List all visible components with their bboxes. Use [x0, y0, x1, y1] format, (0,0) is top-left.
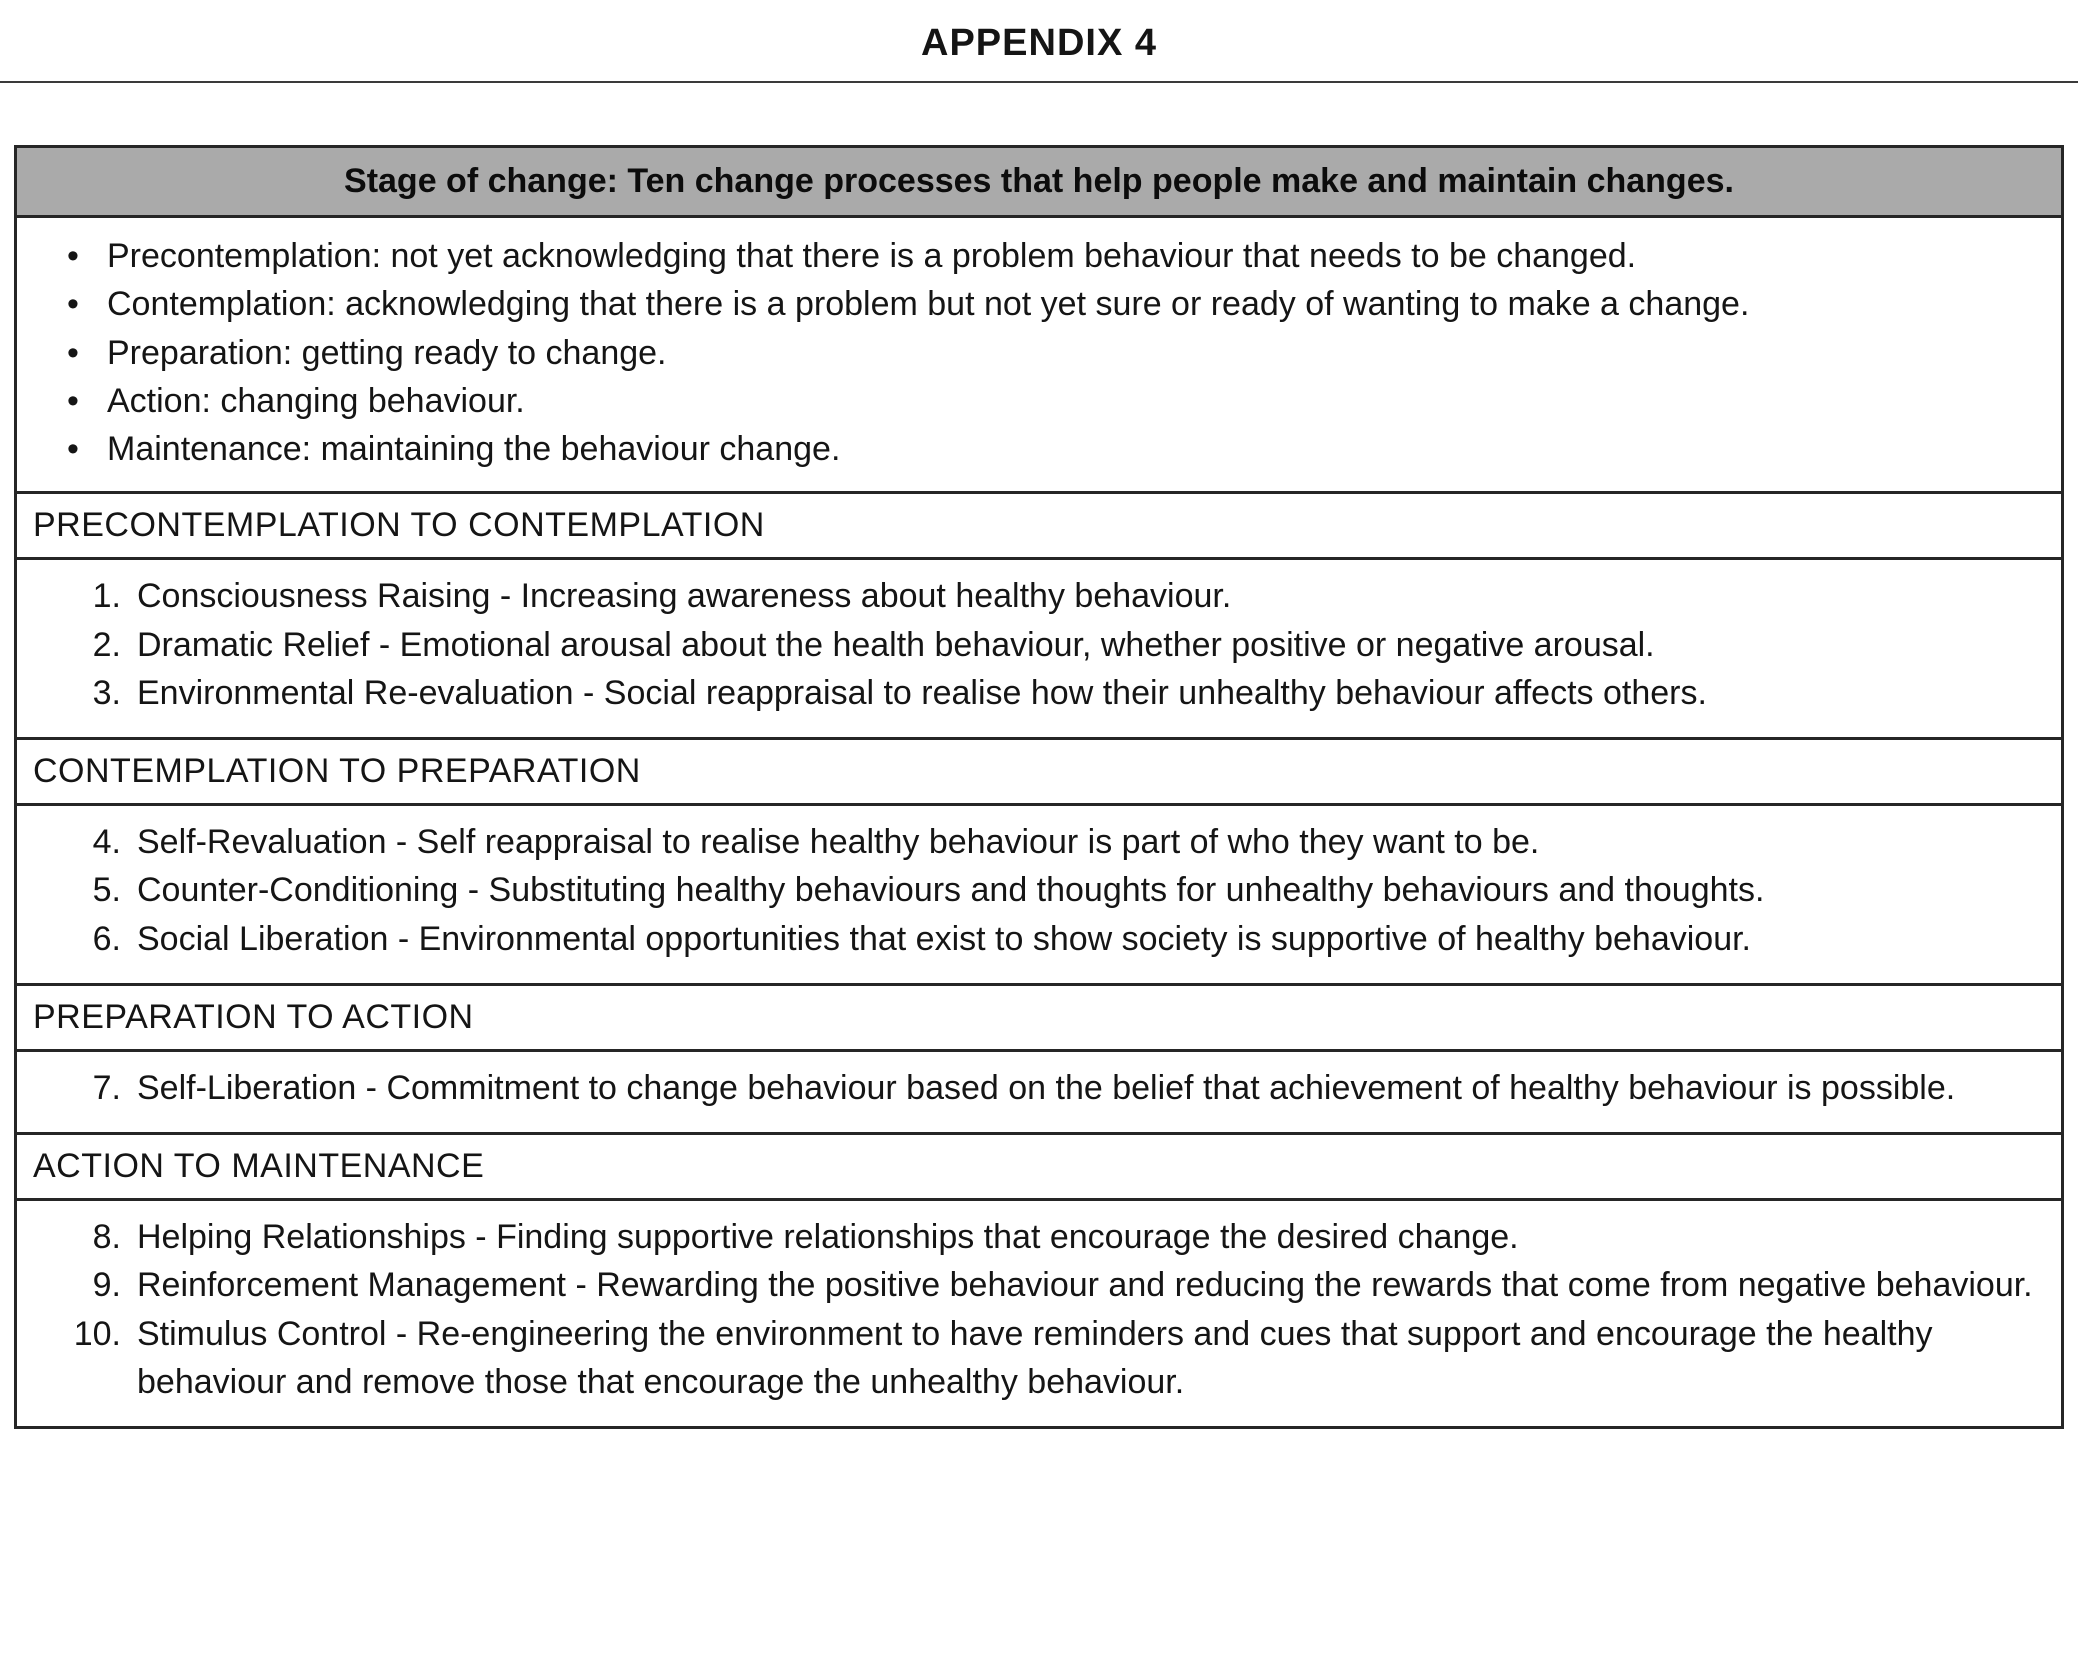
item-number: 7. — [92, 1068, 121, 1107]
list-item — [17, 1310, 2041, 1407]
bullet-icon: • — [67, 333, 79, 372]
title-divider — [0, 81, 2078, 83]
item-number: 9. — [92, 1266, 121, 1305]
stage-text: Preparation: getting ready to change. — [107, 333, 667, 372]
list-item — [67, 425, 2031, 473]
item-number: 5. — [92, 871, 121, 910]
item-text: Stimulus Control - Re-engineering the environment to have reminders and cues that support and encourage the healthy behaviour and remove those that encourage the unhealthy behaviour. — [137, 1314, 1933, 1401]
table-header-text: Stage of change: Ten change processes that help people make and maintain changes. — [344, 162, 1734, 200]
item-number: 10. — [73, 1314, 121, 1353]
stages-table — [14, 145, 2064, 1429]
stage-text: Maintenance: maintaining the behaviour change. — [107, 430, 841, 469]
bullet-icon: • — [67, 381, 79, 420]
item-text: Consciousness Raising - Increasing awareness about healthy behaviour. — [137, 577, 1232, 616]
bullet-icon: • — [67, 285, 79, 324]
section-items-row — [17, 803, 2061, 983]
list-item — [17, 1064, 2041, 1112]
section-items-row — [17, 557, 2061, 737]
list-item — [17, 818, 2041, 866]
section-items-row — [17, 1049, 2061, 1132]
list-item — [17, 1261, 2041, 1309]
item-text: Self-Liberation - Commitment to change behaviour based on the belief that achievement of healthy behaviour is possible. — [137, 1068, 1956, 1107]
section-heading-text: ACTION TO MAINTENANCE — [33, 1147, 485, 1186]
list-item — [17, 915, 2041, 963]
table-header-row — [17, 148, 2061, 215]
item-text: Helping Relationships - Finding supportive relationships that encourage the desired change. — [137, 1218, 1519, 1257]
list-item — [67, 232, 2031, 280]
list-item — [67, 329, 2031, 377]
list-item — [17, 572, 2041, 620]
item-text: Self-Revaluation - Self reappraisal to realise healthy behaviour is part of who they want to be. — [137, 823, 1540, 862]
stage-text: Precontemplation: not yet acknowledging that there is a problem behaviour that needs to be changed. — [107, 237, 1637, 275]
list-item — [17, 866, 2041, 914]
item-text: Social Liberation - Environmental opportunities that exist to show society is supportive of healthy behaviour. — [137, 919, 1752, 958]
item-number: 1. — [92, 577, 121, 616]
list-item — [17, 621, 2041, 669]
section-heading-row — [17, 1132, 2061, 1198]
section-heading-row — [17, 983, 2061, 1049]
list-item — [17, 669, 2041, 717]
stage-text: Action: changing behaviour. — [107, 381, 525, 420]
item-text: Dramatic Relief - Emotional arousal about the health behaviour, whether positive or negative arousal. — [137, 625, 1655, 664]
list-item — [67, 280, 2031, 328]
item-number: 4. — [92, 823, 121, 862]
stage-text: Contemplation: acknowledging that there is a problem but not yet sure or ready of wanting to make a change. — [107, 285, 1750, 324]
item-number: 3. — [92, 673, 121, 712]
item-text: Reinforcement Management - Rewarding the positive behaviour and reducing the rewards that come from negative behaviour. — [137, 1266, 2033, 1305]
section-heading-text: CONTEMPLATION TO PREPARATION — [33, 752, 641, 791]
section-heading-row — [17, 737, 2061, 803]
item-number: 8. — [92, 1218, 121, 1257]
item-text: Counter-Conditioning - Substituting healthy behaviours and thoughts for unhealthy behaviours and thoughts. — [137, 871, 1765, 910]
item-number: 2. — [92, 625, 121, 664]
bullet-icon: • — [67, 430, 79, 469]
list-item — [67, 377, 2031, 425]
item-text: Environmental Re-evaluation - Social reappraisal to realise how their unhealthy behaviour affects others. — [137, 673, 1707, 712]
stages-list — [17, 215, 2061, 491]
list-item — [17, 1213, 2041, 1261]
section-heading-text: PRECONTEMPLATION TO CONTEMPLATION — [33, 506, 765, 545]
bullet-icon: • — [67, 237, 79, 275]
item-number: 6. — [92, 919, 121, 958]
section-heading-text: PREPARATION TO ACTION — [33, 997, 474, 1036]
section-heading-row — [17, 491, 2061, 557]
page-title: APPENDIX 4 — [921, 22, 1157, 64]
section-items-row — [17, 1198, 2061, 1426]
